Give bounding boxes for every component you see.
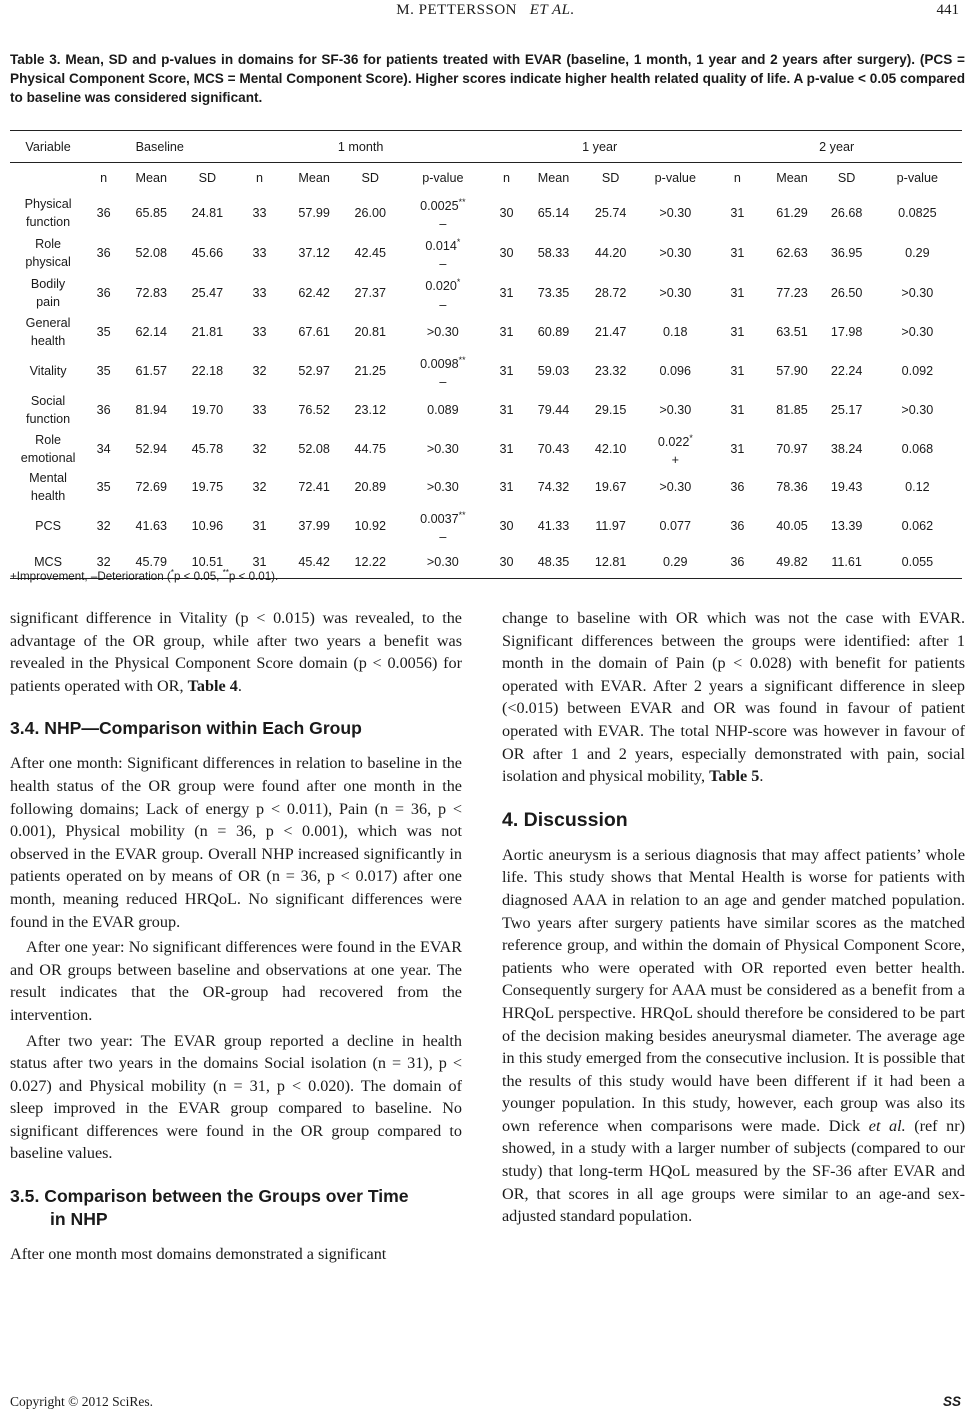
right-p2-end: (ref nr) showed, in a study with a larger number of subjects (compared to our study) that long-term HQoL measured by the SF-36 after EVAR and OR, that scores in all age groups were similar to an age-and sex-adjusted standard population. (502, 1116, 965, 1226)
sub-header-empty (10, 163, 86, 194)
table-row (10, 506, 962, 546)
table-cell: 36 (96, 402, 111, 417)
p-value-cell (639, 429, 711, 469)
table5-ref-link[interactable]: Table 5 (709, 767, 760, 786)
table-cell: 12.81 (582, 546, 639, 579)
table-cell: 33 (252, 206, 267, 221)
table-cell: 70.97 (776, 441, 808, 456)
p-value-cell (639, 351, 711, 391)
table-cell: 65.14 (537, 206, 570, 221)
table-cell: 57.90 (776, 364, 808, 379)
table-cell: 31 (499, 364, 514, 379)
table-cell: 36 (96, 206, 111, 221)
footnote-sup-2: ** (222, 568, 229, 577)
p-value-cell (873, 469, 962, 506)
running-title (0, 2, 971, 19)
change-direction-marker: – (439, 217, 447, 232)
right-p2-text: Aortic aneurysm is a serious diagnosis that may affect patients’ whole life. This study shows that Mental Health is worse for patients with diagnosed AAA in relation to an age and gender matched population. Two years after surgery patients have similar scores as the matched reference group, and within the domain of Physical Component Score, patients who were operated with OR reported even better health. Consequently surgery for AAA must be considered as a benefit from a HRQoL perspective. HRQoL should therefore be considered to be part of the decision making besides aneurysmal diameter. The average age in this study emerged from the consecutive inclusion. It is possible that the results of this study would have been different if it had been a younger population. In this study, however, each group was also its own reference when comparisons were made. Dick (502, 845, 965, 1135)
table-cell: 17.98 (830, 325, 863, 340)
p-value-cell (873, 193, 962, 233)
table-cell: 49.82 (763, 546, 820, 579)
p-value-cell (639, 233, 711, 273)
table-caption: Table 3. Mean, SD and p-values in domains for SF-36 for patients treated with EVAR (baseline, 1 month, 1 year and 2 years after surgery). (PCS = Physical Component Score, MCS = Mental Component Score). Higher scores indicate higher health related quality of life. A p-value < 0.05 compared to baseline was considered significant. (10, 52, 965, 105)
significance-marker: * (456, 277, 461, 288)
sub-header-pvalue: p-value (896, 171, 938, 185)
row-variable-line: emotional (20, 450, 76, 465)
p-value-cell (639, 391, 711, 428)
footnote-text-b: p < 0.05, (173, 569, 223, 583)
p-value-cell (873, 506, 962, 546)
table-cell: 32 (252, 480, 267, 495)
p-value-cell (398, 391, 488, 428)
table-cell: 67.61 (298, 325, 330, 340)
p-value: >0.30 (659, 286, 692, 301)
table-cell: 31 (730, 325, 745, 340)
table-footnote (10, 568, 278, 583)
table-cell: 31 (499, 402, 514, 417)
table-cell: 31 (730, 246, 745, 261)
table-sub-header (10, 163, 962, 194)
p-value: >0.30 (659, 402, 692, 417)
p-value-cell (398, 351, 488, 391)
table-cell: 31 (233, 546, 285, 579)
table-cell: 65.85 (135, 206, 168, 221)
row-variable (10, 193, 86, 233)
significance-marker: ** (458, 354, 466, 365)
row-variable (10, 233, 86, 273)
table-cell: 57.99 (298, 206, 330, 221)
table-cell: 19.75 (191, 480, 224, 495)
table-cell: 33 (252, 286, 267, 301)
table-cell: 38.24 (830, 441, 863, 456)
row-variable-line: function (26, 411, 71, 426)
table-row (10, 193, 962, 233)
row-variable-line: Vitality (29, 364, 67, 379)
table-cell: 13.39 (830, 519, 863, 534)
table-body (10, 193, 962, 579)
significance-marker: * (689, 432, 693, 443)
row-variable-line: physical (25, 255, 71, 270)
table-cell: 72.69 (135, 480, 168, 495)
table-cell: 31 (499, 441, 514, 456)
table-cell: 61.57 (135, 364, 168, 379)
table-cell: 42.45 (354, 246, 386, 261)
table-cell: 10.92 (354, 519, 386, 534)
left-paragraph-5: After one month most domains demonstrated a significant (10, 1245, 387, 1264)
group-header-1year: 1 year (488, 131, 711, 163)
table-cell: 35 (96, 480, 111, 495)
table-cell: 52.08 (135, 246, 168, 261)
table-cell: 23.32 (594, 364, 627, 379)
p-value: >0.30 (426, 441, 459, 456)
sub-header-sd: SD (198, 171, 217, 185)
table-cell: 10.96 (191, 519, 224, 534)
p-value: >0.30 (659, 206, 692, 221)
p-value: 0.077 (659, 519, 692, 534)
p-value: 0.092 (901, 364, 934, 379)
row-variable (10, 273, 86, 313)
table-cell: 21.47 (594, 325, 627, 340)
change-direction-marker: – (439, 257, 447, 272)
table-cell: 10.51 (181, 546, 233, 579)
p-value: >0.30 (659, 480, 692, 495)
sub-header-sd: SD (361, 171, 379, 185)
table-cell: 21.81 (191, 325, 224, 340)
section-3-5-heading-line2: in NHP (50, 1209, 108, 1230)
table-cell: 32 (252, 364, 267, 379)
table-cell: 37.12 (298, 246, 330, 261)
p-value: 0.062 (901, 519, 934, 534)
left-paragraph-1 (10, 607, 462, 697)
p-value-cell (873, 391, 962, 428)
table-cell: 27.37 (354, 286, 386, 301)
sub-header-n: n (100, 171, 108, 185)
table-cell: 40.05 (776, 519, 808, 534)
table-cell: 36 (96, 286, 111, 301)
table-cell: 74.32 (537, 480, 570, 495)
p-value-cell (639, 469, 711, 506)
row-variable-line: pain (36, 295, 60, 310)
p-value-cell (873, 351, 962, 391)
table-cell: 52.94 (135, 441, 168, 456)
p-value-cell (639, 193, 711, 233)
table-cell: 78.36 (776, 480, 808, 495)
table-cell: 70.43 (537, 441, 570, 456)
p-value-cell (639, 314, 711, 351)
p-value: >0.30 (426, 480, 459, 495)
p-value-cell (873, 273, 962, 313)
right-p2-etal: et al. (868, 1116, 906, 1135)
table-cell: 33 (252, 325, 267, 340)
table-cell: 44.75 (354, 441, 386, 456)
sub-header-n: n (255, 171, 263, 185)
table-cell: 20.81 (354, 325, 386, 340)
table-cell: 52.08 (298, 441, 330, 456)
table-cell: 28.72 (594, 286, 627, 301)
table-cell: 30 (488, 546, 525, 579)
table-cell: 62.14 (135, 325, 168, 340)
sf36-table (10, 130, 962, 579)
p-value-cell (398, 546, 488, 579)
p-value: >0.30 (901, 286, 934, 301)
p-value-cell (639, 273, 711, 313)
table-cell: 19.43 (830, 480, 863, 495)
left-column (10, 607, 462, 1266)
sub-header-mean: Mean (776, 171, 808, 185)
table-cell: 25.47 (191, 286, 224, 301)
p-value: 0.29 (663, 555, 688, 570)
table-cell: 41.33 (537, 519, 570, 534)
significance-marker: ** (458, 197, 466, 207)
table-cell: 11.97 (595, 519, 626, 534)
row-variable-line: PCS (35, 519, 62, 534)
table-cell: 34 (96, 441, 111, 456)
p-value: >0.30 (426, 325, 459, 340)
row-variable-line: MCS (34, 555, 63, 570)
table-cell: 22.18 (191, 364, 224, 379)
table-cell: 73.35 (537, 286, 570, 301)
p-value-cell (398, 429, 488, 469)
right-paragraph-1 (502, 607, 965, 788)
p-value-cell (398, 233, 488, 273)
table-cell: 20.89 (354, 480, 386, 495)
table-cell: 44.20 (594, 246, 627, 261)
row-variable-line: Role (35, 237, 62, 252)
table-cell: 48.35 (525, 546, 582, 579)
row-variable-line: Social (30, 393, 66, 408)
sub-header-pvalue: p-value (654, 171, 696, 185)
sub-header-mean: Mean (537, 171, 570, 185)
group-header-2year: 2 year (711, 131, 962, 163)
footnote-text-a: +Improvement, –Deterioration ( (10, 569, 171, 583)
table-cell: 33 (252, 402, 267, 417)
table-cell: 52.97 (298, 364, 330, 379)
table-cell: 72.41 (298, 480, 330, 495)
table-cell: 25.74 (594, 206, 627, 221)
p-value-cell (873, 233, 962, 273)
table-cell: 30 (499, 519, 514, 534)
table-cell: 29.15 (594, 402, 627, 417)
table4-ref-link[interactable]: Table 4 (187, 676, 238, 695)
journal-abbrev: SS (942, 1394, 961, 1409)
table-cell: 45.78 (191, 441, 224, 456)
table-cell: 77.23 (776, 286, 808, 301)
section-3-4-heading: 3.4. NHP—Comparison within Each Group (10, 718, 362, 739)
table-row (10, 351, 962, 391)
table-cell: 81.85 (776, 402, 808, 417)
row-variable-line: General (25, 316, 71, 331)
table-cell: 19.70 (191, 402, 224, 417)
table-cell: 33 (252, 246, 267, 261)
table-row (10, 314, 962, 351)
table-cell: 72.83 (135, 286, 168, 301)
table-cell: 25.17 (830, 402, 863, 417)
p-value-cell (639, 546, 711, 579)
table-cell: 58.33 (537, 246, 570, 261)
p-value: 0.089 (427, 402, 459, 417)
table-cell: 45.79 (121, 546, 181, 579)
p-value: >0.30 (659, 246, 692, 261)
sub-header-mean: Mean (298, 171, 330, 185)
table-cell: 26.00 (354, 206, 386, 221)
table-cell: 31 (730, 286, 745, 301)
footnote-sup-1: * (170, 568, 174, 577)
table-cell: 79.44 (537, 402, 570, 417)
sub-header-n: n (733, 171, 741, 185)
header-etal: ET AL. (529, 2, 575, 18)
row-variable-line: health (30, 334, 66, 349)
table-row (10, 469, 962, 506)
p-value-cell (398, 506, 488, 546)
table-cell: 22.24 (830, 364, 863, 379)
section-3-5-heading-line1: 3.5. Comparison between the Groups over Time (10, 1186, 409, 1207)
table-row (10, 429, 962, 469)
table-cell: 41.63 (135, 519, 168, 534)
right-column (502, 607, 965, 1228)
table-cell: 45.66 (191, 246, 224, 261)
table-cell: 32 (96, 519, 111, 534)
p-value: 0.29 (905, 246, 930, 261)
table-cell: 30 (499, 246, 514, 261)
row-variable (10, 429, 86, 469)
left-paragraph-3: After one year: No significant differences were found in the EVAR and OR groups between baseline and observations at one year. The result indicates that the OR-group had recovered from the intervention. (10, 938, 462, 1024)
change-direction-marker: – (439, 375, 447, 390)
left-paragraph-2: After one month: Significant differences in relation to baseline in the health status of the OR group were found after one month in the following domains; Lack of energy p < 0.011), Pain (n = 36, p < 0.001), Physical mobility (n = 36, p < 0.001), which was not observed in the EVAR group. Overall NHP increased significantly in patients operated on by means of OR (n = 36, p < 0.017) after one month, meaning reduced HRQoL. No significant differences were found in the EVAR group. (10, 754, 462, 931)
table-row (10, 233, 962, 273)
right-p1-end: . (759, 767, 764, 786)
table-row (10, 391, 962, 428)
table-cell: 32 (86, 546, 121, 579)
p-value-cell (873, 314, 962, 351)
p-value-cell (873, 429, 962, 469)
table-cell: 31 (730, 402, 745, 417)
p-value-cell (398, 193, 488, 233)
p-value: 0.0825 (898, 206, 937, 221)
table-cell: 31 (499, 325, 514, 340)
row-variable (10, 391, 86, 428)
row-variable-line: Mental (29, 471, 67, 486)
left-p1-text: significant difference in Vitality (p < 0.015) was revealed, to the advantage of the OR group, while after two years a benefit was revealed in the Physical Component Score domain (p < 0.0056) for patients operated with OR, (10, 609, 462, 695)
table-cell: 23.12 (354, 402, 386, 417)
table-cell: 59.03 (537, 364, 570, 379)
table-cell: 19.67 (594, 480, 627, 495)
row-variable (10, 314, 86, 351)
right-paragraph-2 (502, 844, 965, 1228)
sub-header-pvalue: p-value (422, 171, 464, 185)
table-cell: 63.51 (776, 325, 808, 340)
sub-header-sd: SD (837, 171, 856, 185)
table-cell: 31 (730, 441, 745, 456)
table-cell: 31 (499, 286, 514, 301)
sub-header-n: n (502, 171, 510, 185)
p-value: >0.30 (901, 402, 934, 417)
table-cell: 45.42 (286, 546, 343, 579)
table-group-header (10, 131, 962, 163)
p-value: 0.068 (901, 441, 934, 456)
table-cell: 24.81 (191, 206, 224, 221)
p-value: 0.096 (659, 364, 692, 379)
table-cell: 31 (730, 364, 745, 379)
p-value: 0.020 (425, 279, 457, 294)
p-value: 0.022 (657, 434, 690, 449)
table-cell: 62.63 (776, 246, 808, 261)
left-p1-end: . (237, 676, 242, 695)
table-cell: 32 (252, 441, 267, 456)
table-cell: 36 (711, 546, 763, 579)
table-cell: 36 (96, 246, 111, 261)
table-row (10, 273, 962, 313)
significance-marker: ** (458, 510, 466, 521)
table-cell: 61.29 (776, 206, 808, 221)
p-value: >0.30 (901, 325, 934, 340)
table-cell: 60.89 (537, 325, 570, 340)
table-cell: 36 (730, 519, 745, 534)
table-cell: 31 (252, 519, 267, 534)
p-value: 0.0025 (420, 199, 459, 214)
change-direction-marker: + (671, 452, 679, 467)
table-cell: 36.95 (830, 246, 863, 261)
left-paragraph-4: After two year: The EVAR group reported a decline in health status after two years in the domains Social isolation (n = 31), p < 0.027) and Physical mobility (n = 31, p < 0.020). The domain of sleep improved in the EVAR group compared to baseline. No significant differences were found in the OR group compared to baseline values. (10, 1031, 462, 1163)
group-header-variable: Variable (10, 131, 86, 163)
section-4-heading: 4. Discussion (502, 808, 628, 831)
table-cell: 76.52 (298, 402, 330, 417)
group-header-1month: 1 month (233, 131, 488, 163)
table-cell: 62.42 (298, 286, 330, 301)
sub-header-mean: Mean (135, 171, 168, 185)
table-cell: 12.22 (343, 546, 398, 579)
p-value: 0.12 (905, 480, 930, 495)
change-direction-marker: – (439, 530, 447, 545)
table-cell: 31 (730, 206, 745, 221)
p-value: 0.0098 (420, 357, 459, 372)
footnote-text-c: p < 0.01). (228, 569, 279, 583)
table-cell: 42.10 (594, 441, 627, 456)
p-value: 0.014 (425, 239, 457, 254)
p-value: >0.30 (426, 555, 459, 570)
p-value: 0.055 (901, 555, 934, 570)
table-cell: 31 (499, 480, 514, 495)
change-direction-marker: – (439, 297, 447, 312)
p-value: 0.0037 (420, 512, 459, 527)
row-variable-line: health (30, 489, 66, 504)
row-variable (10, 351, 86, 391)
significance-marker: * (456, 237, 461, 248)
row-variable-line: function (26, 215, 71, 230)
section-3-5-heading (10, 1185, 462, 1231)
p-value-cell (639, 506, 711, 546)
row-variable (10, 506, 86, 546)
p-value: 0.18 (663, 325, 688, 340)
table-cell: 21.25 (354, 364, 386, 379)
p-value-cell (398, 273, 488, 313)
page-number: 441 (936, 2, 959, 18)
p-value-cell (873, 546, 962, 579)
table-cell: 35 (96, 325, 111, 340)
table-cell: 11.61 (821, 546, 873, 579)
table-cell: 35 (96, 364, 111, 379)
header-author: M. PETTERSSON (396, 2, 517, 18)
table-cell: 81.94 (135, 402, 168, 417)
row-variable-line: Bodily (30, 277, 66, 292)
table-cell: 30 (499, 206, 514, 221)
p-value-cell (398, 469, 488, 506)
row-variable-line: Physical (24, 197, 72, 212)
table-cell: 26.68 (830, 206, 863, 221)
table-cell: 37.99 (298, 519, 330, 534)
sub-header-sd: SD (601, 171, 620, 185)
row-variable (10, 469, 86, 506)
table-cell: 26.50 (830, 286, 863, 301)
group-header-baseline: Baseline (86, 131, 233, 163)
row-variable-line: Role (35, 432, 62, 447)
copyright-text: Copyright © 2012 SciRes. (10, 1394, 154, 1409)
right-p1-text: change to baseline with OR which was not the case with EVAR. Significant differences between the groups were identified: after 1 month in the domain of Pain (p < 0.028) with benefit for patients operated with EVAR. After 2 years a significant difference in sleep (<0.015) between EVAR and OR was found in favour of patient operated with EVAR. The total NHP-score was however in favour of OR after 1 and 2 years, especially demonstrated with pain, social isolation and physical mobility, (502, 609, 965, 786)
p-value-cell (398, 314, 488, 351)
table-cell: 36 (730, 480, 745, 495)
running-header (0, 0, 971, 26)
